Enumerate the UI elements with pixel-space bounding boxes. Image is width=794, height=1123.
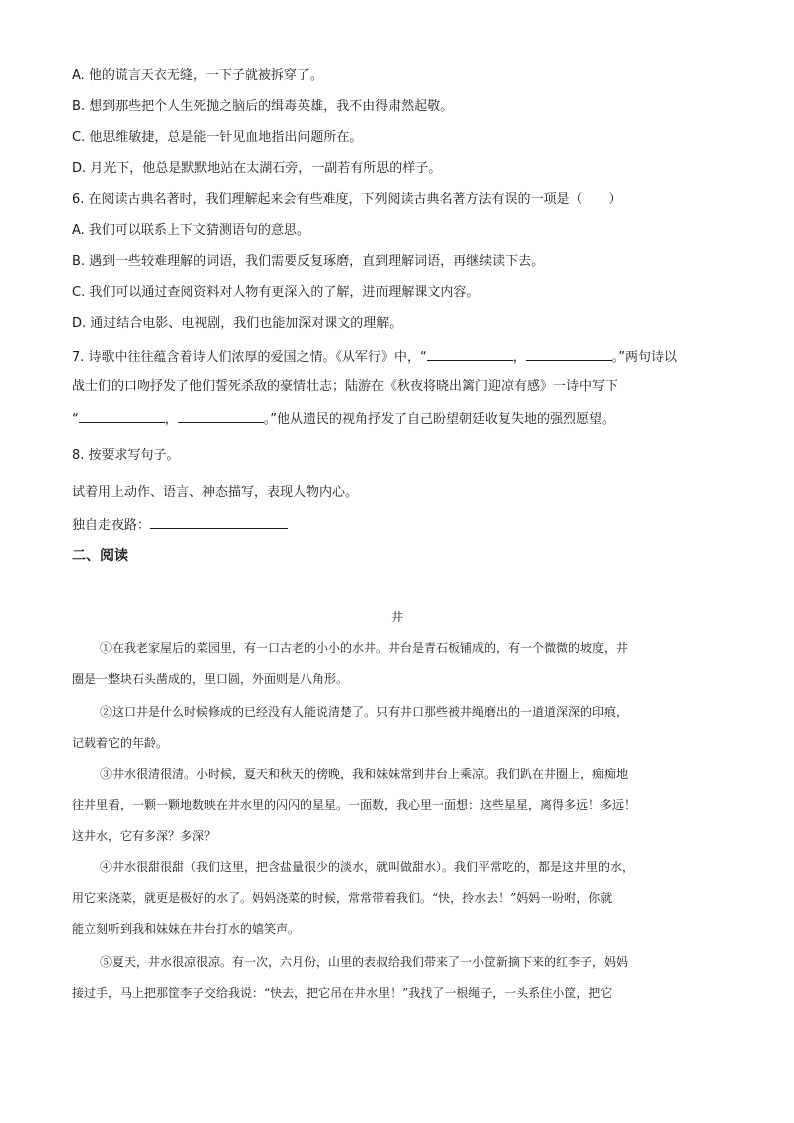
q6-option-a: A. 我们可以联系上下文猜测语句的意思。 <box>72 223 310 238</box>
q7-text-2: 。”两句诗以 <box>611 350 678 365</box>
q8-stem: 8. 按要求写句子。 <box>72 448 180 463</box>
passage-p3-line2: 往井里看，一颗一颗地数映在井水里的闪闪的星星。一面数，我心里一面想：这些星星，离得多远！多远！ <box>72 798 637 812</box>
q7-text-1: 7. 诗歌中往往蕴含着诗人们浓厚的爱国之情。《从军行》中，“ <box>72 350 427 365</box>
q7-text-4: 。”他从遗民的视角抒发了自己盼望朝廷收复失地的强烈愿望。 <box>263 412 616 427</box>
passage-p1-line1: ①在我老家屋后的菜园里，有一口古老的小小的水井。井台是青石板铺成的，有一个微微的坡度，井 <box>100 641 629 655</box>
q7-text-3: “ <box>72 412 79 427</box>
q6-stem: 6. 在阅读古典名著时，我们理解起来会有些难度，下列阅读古典名著方法有误的一项是（ ） <box>72 192 622 207</box>
passage-p4-line2: 用它来浇菜，就更是极好的水了。妈妈浇菜的时候，常常带着我们。“快，拎水去！”妈妈一吩咐，你就 <box>72 891 613 905</box>
q8-prompt-line <box>72 514 288 536</box>
q6-option-d: D. 通过结合电影、电视剧，我们也能加深对课文的理解。 <box>72 316 403 331</box>
passage-p2-line1: ②这口井是什么时候修成的已经没有人能说清楚了。只有井口那些被井绳磨出的一道道深深的印痕， <box>100 705 629 719</box>
q5-option-b: B. 想到那些把个人生死抛之脑后的缉毒英雄，我不由得肃然起敬。 <box>72 99 454 114</box>
q6-option-b: B. 遇到一些较难理解的词语，我们需要反复琢磨，直到理解词语，再继续读下去。 <box>72 254 545 269</box>
passage-p1-line2: 圈是一整块石头凿成的，里口圆，外面则是八角形。 <box>72 672 349 686</box>
q7-blank-4[interactable] <box>178 408 264 423</box>
q8-answer-blank[interactable] <box>150 514 288 529</box>
q7-line-1 <box>72 346 677 368</box>
passage-p3-line1: ③井水很清很清。小时候，夏天和秋天的傍晚，我和妹妹常到井台上乘凉。我们趴在井圈上，痴痴地 <box>100 767 629 781</box>
passage-p4-line1: ④井水很甜很甜（我们这里，把含盐量很少的淡水，就叫做甜水）。我们平常吃的，都是这井里的水， <box>100 860 635 874</box>
q7-sep-2: ， <box>164 412 178 427</box>
q7-line-3 <box>72 408 615 430</box>
q5-option-a: A. 他的谎言天衣无缝，一下子就被拆穿了。 <box>72 68 323 83</box>
passage-p5-line1: ⑤夏天，井水很凉很凉。有一次，六月份，山里的表叔给我们带来了一小筐新摘下来的红李子，妈妈 <box>100 955 629 969</box>
q5-option-c: C. 他思维敏捷，总是能一针见血地指出问题所在。 <box>72 130 363 145</box>
passage-title: 井 <box>390 610 403 624</box>
q7-blank-2[interactable] <box>526 346 612 361</box>
section-heading-reading: 二、阅读 <box>72 548 128 564</box>
q7-blank-1[interactable] <box>427 346 513 361</box>
passage-p5-line2: 接过手，马上把那筐李子交给我说：“快去，把它吊在井水里！”我找了一根绳子，一头系住小筐，把它 <box>72 986 613 1000</box>
q7-sep-1: ， <box>512 350 526 365</box>
q8-prompt: 独自走夜路： <box>72 518 151 533</box>
passage-p4-line3: 能立刻听到我和妹妹在井台打水的嬉笑声。 <box>72 922 301 936</box>
q7-blank-3[interactable] <box>79 408 165 423</box>
q8-instruction: 试着用上动作、语言、神态描写，表现人物内心。 <box>72 485 359 500</box>
q7-line-2: 战士们的口吻抒发了他们誓死杀敌的豪情壮志；陆游在《秋夜将晓出篱门迎凉有感》一诗中写下 <box>72 379 619 394</box>
passage-p3-line3: 这井水，它有多深？多深？ <box>72 829 217 843</box>
q6-option-c: C. 我们可以通过查阅资料对人物有更深入的了解，进而理解课文内容。 <box>72 285 480 300</box>
q5-option-d: D. 月光下，他总是默默地站在太湖石旁，一副若有所思的样子。 <box>72 161 442 176</box>
passage-p2-line2: 记载着它的年龄。 <box>72 736 169 750</box>
